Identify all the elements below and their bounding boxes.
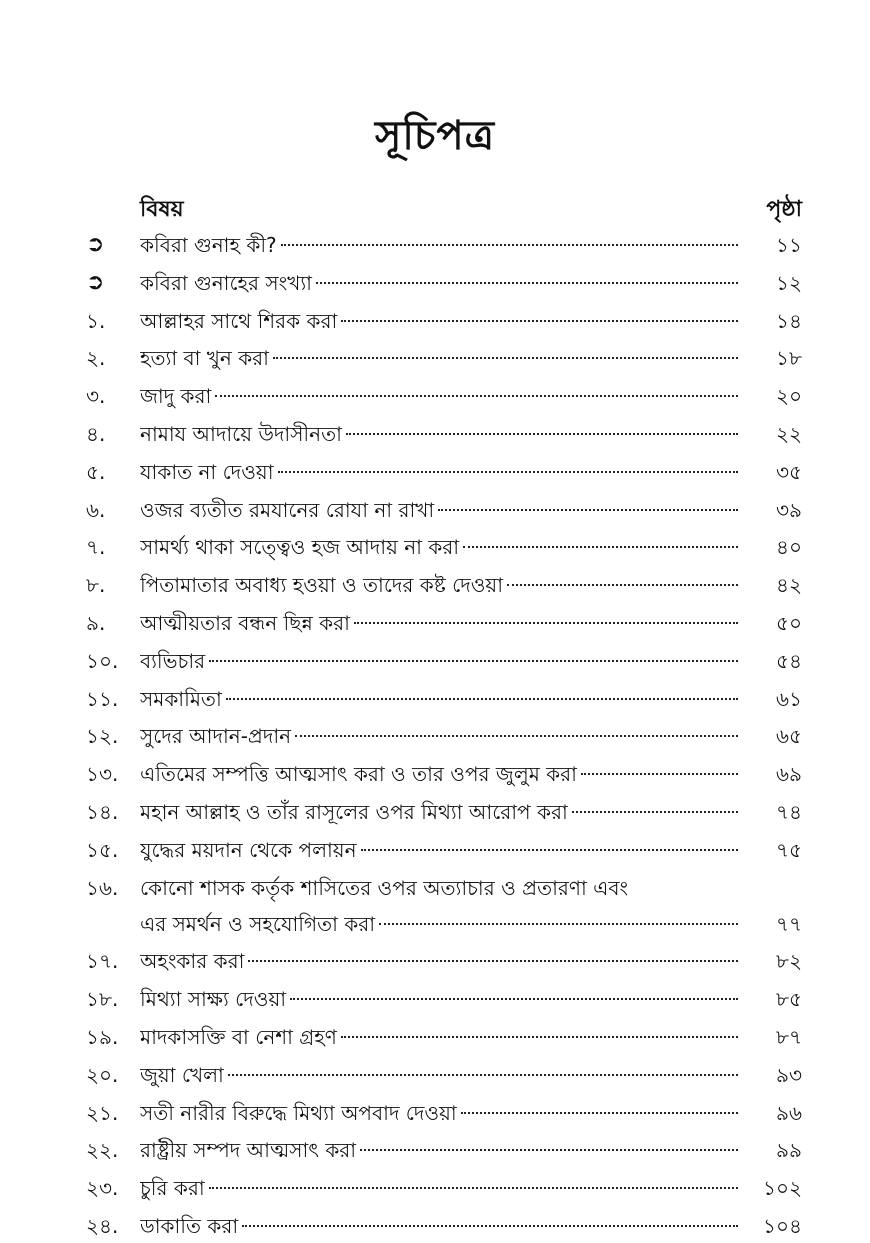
toc-entry-page: ৮২ (776, 949, 802, 974)
dot-leader (278, 471, 739, 473)
toc-entry (0, 1096, 870, 1130)
toc-entry-number: ২৪. (86, 1214, 119, 1238)
toc-entry-title (140, 644, 742, 678)
toc-entry-number: ১৪. (86, 800, 119, 824)
dot-leader (572, 811, 738, 813)
dot-leader (290, 998, 738, 1000)
dot-leader (341, 320, 738, 322)
toc-entry-page: ৬৫ (776, 724, 802, 749)
toc-entry (0, 982, 870, 1016)
toc-entry-title (140, 341, 742, 375)
toc-entry (0, 417, 870, 451)
page-title: সূচিপত্র (375, 113, 495, 159)
toc-entry-number: ১০. (86, 648, 119, 673)
toc-entry-title (140, 1133, 742, 1167)
toc-entry-title (140, 795, 742, 829)
toc-entry-text: মহান আল্লাহ ও তাঁর রাসূলের ওপর মিথ্যা আরোপ করা (140, 800, 568, 824)
toc-entry-page: ১৮ (776, 346, 802, 371)
toc-entry-number: ২০. (86, 1062, 119, 1087)
dot-leader (295, 735, 738, 737)
toc-entry-text: সমকামিতা (140, 686, 222, 711)
toc-entry (0, 1171, 870, 1205)
dot-leader (281, 244, 738, 246)
toc-entry-number: ১৮. (86, 987, 119, 1012)
toc-entry (0, 833, 870, 867)
toc-entry-number: ২. (86, 346, 106, 371)
toc-entry-title (140, 682, 742, 716)
toc-entry (0, 1133, 870, 1167)
toc-entry-page: ২০ (775, 384, 802, 409)
arrow-bullet-icon: ➲ (86, 232, 105, 257)
dot-leader (438, 509, 738, 511)
toc-entry-page: ৯৬ (776, 1100, 802, 1125)
dot-leader (242, 1225, 738, 1227)
toc-entry (0, 455, 870, 489)
dot-leader (215, 395, 738, 397)
dot-leader (354, 622, 738, 624)
arrow-bullet-icon: ➲ (86, 269, 105, 295)
toc-entry-page: ৪০ (776, 535, 802, 560)
toc-entry-number: ১৬. (86, 875, 119, 900)
toc-entry (0, 644, 870, 678)
toc-entry-text: ডাকাতি করা (140, 1214, 239, 1238)
toc-entry-title (140, 1171, 742, 1205)
toc-entry-text: সতী নারীর বিরুদ্ধে মিথ্যা অপবাদ দেওয়া (140, 1100, 457, 1125)
toc-entry-number: ৬. (86, 497, 106, 522)
toc-entry-text: ওজর ব্যতীত রমযানের রোযা না রাখা (140, 497, 435, 522)
toc-entry (0, 757, 870, 791)
toc-entry-number: ২২. (86, 1138, 119, 1163)
toc-entry-page: ৭৪ (776, 800, 802, 824)
toc-entry-text: আত্মীয়তার বন্ধন ছিন্ন করা (140, 611, 350, 635)
toc-entry-number: ৫. (86, 459, 106, 484)
toc-entry-number: ১৭. (86, 949, 119, 974)
toc-entry-page: ৮৭ (776, 1025, 802, 1049)
toc-entry (0, 493, 870, 527)
toc-entry-text: মিথ্যা সাক্ষ্য দেওয়া (140, 987, 287, 1012)
toc-entry (0, 606, 870, 640)
dot-leader (360, 1149, 738, 1151)
toc-entry-number: ৩. (86, 384, 106, 409)
toc-entry-title (140, 1020, 742, 1054)
toc-entry-number: ১৫. (86, 837, 119, 862)
subject-column-header: বিষয় (140, 197, 184, 222)
dot-leader (346, 433, 738, 435)
dot-leader (379, 923, 738, 925)
toc-entry-title (140, 455, 742, 489)
toc-entry-text: সামর্থ্য থাকা সত্ত্বেও হজ আদায় না করা (140, 535, 460, 560)
toc-entry (0, 944, 870, 978)
toc-entry (0, 266, 870, 300)
toc-entry-title (140, 982, 742, 1016)
toc-entry-page: ১২ (776, 270, 802, 295)
dot-leader (341, 1036, 738, 1038)
toc-entry-number: ৪. (86, 422, 106, 446)
toc-entry (0, 228, 870, 262)
toc-entry-text: চুরি করা (140, 1176, 205, 1201)
toc-entry-text: কবিরা গুনাহ কী? (140, 233, 277, 257)
toc-entry-title (140, 719, 742, 753)
toc-entry (0, 871, 870, 941)
toc-entry-page: ৬৯ (776, 762, 802, 787)
dot-leader (273, 357, 738, 359)
toc-entry-page: ৭৭ (775, 911, 802, 936)
toc-entry (0, 568, 870, 602)
toc-entry (0, 719, 870, 753)
toc-entry-page: ১৪ (776, 308, 802, 333)
toc-entry-title (140, 493, 742, 527)
dot-leader (507, 584, 738, 586)
toc-entry-page: ২২ (775, 422, 802, 446)
dot-leader (316, 282, 738, 284)
toc-entry-title (140, 568, 742, 602)
toc-entry-text: যুদ্ধের ময়দান থেকে পলায়ন (140, 837, 357, 862)
dot-leader (248, 960, 738, 962)
dot-leader (209, 660, 738, 662)
dot-leader (228, 1074, 738, 1076)
toc-entry-title (140, 907, 742, 941)
dot-leader (461, 1112, 738, 1114)
toc-entry-page: ৫৪ (776, 648, 802, 673)
toc-entry-page: ১০২ (763, 1176, 802, 1201)
toc-entry-text: এতিমের সম্পত্তি আত্মসাৎ করা ও তার ওপর জুলুম করা (140, 762, 577, 787)
toc-entry-page: ৯৩ (776, 1062, 802, 1087)
toc-entry-number: ১৯. (86, 1025, 119, 1049)
toc-entry-text: জাদু করা (140, 384, 212, 409)
toc-entry-text: রাষ্ট্রীয় সম্পদ আত্মসাৎ করা (140, 1138, 357, 1163)
page-column-header: পৃষ্ঠা (766, 197, 802, 222)
toc-entry-text: এর সমর্থন ও সহযোগিতা করা (140, 911, 376, 936)
toc-entry (0, 1020, 870, 1054)
toc-entry-title (140, 379, 742, 413)
toc-entry-page: ১১ (776, 233, 802, 257)
toc-header (0, 192, 870, 222)
toc-entry-number: ৯. (86, 611, 106, 635)
toc-entry-title (140, 417, 742, 451)
toc-entry-text: যাকাত না দেওয়া (140, 459, 274, 484)
toc-entry-text: জুয়া খেলা (140, 1062, 224, 1087)
toc-entry (0, 795, 870, 829)
toc-entry-number: ১২. (86, 724, 119, 749)
toc-entry-page: ৮৫ (776, 987, 802, 1012)
toc-entry-page: ৪২ (776, 573, 802, 598)
toc-entry-text: মাদকাসক্তি বা নেশা গ্রহণ (140, 1025, 337, 1049)
toc-entry-text: হত্যা বা খুন করা (140, 346, 269, 371)
toc-entry-title (140, 266, 742, 300)
dot-leader (226, 698, 738, 700)
toc-entry-title (140, 833, 742, 867)
toc-entry-title (140, 1058, 742, 1092)
toc-entry-title (140, 1096, 742, 1130)
toc-entry (0, 682, 870, 716)
toc-entry-page: ১০৪ (763, 1214, 802, 1238)
toc-entry-page: ৫০ (776, 611, 802, 635)
toc-entry-number: ২১. (86, 1100, 119, 1125)
toc-entry-title (140, 1209, 742, 1243)
dot-leader (581, 773, 738, 775)
toc-entry (0, 379, 870, 413)
toc-entry-title (140, 228, 742, 262)
toc-entry (0, 304, 870, 338)
toc-entry-title (140, 944, 742, 978)
toc-entry-text: নামায আদায়ে উদাসীনতা (140, 422, 342, 446)
toc-entry-number: ৮. (86, 573, 106, 598)
toc-entry-text: সুদের আদান-প্রদান (140, 724, 292, 749)
toc-entry-title (140, 606, 742, 640)
dot-leader (361, 849, 738, 851)
toc-entry-text: পিতামাতার অবাধ্য হওয়া ও তাদের কষ্ট দেওয়া (140, 573, 504, 598)
toc-entry-number: ২৩. (86, 1176, 119, 1201)
toc-entry-number: ৭. (86, 535, 106, 560)
toc-entry-page: ৭৫ (776, 837, 802, 862)
toc-entry (0, 1058, 870, 1092)
toc-entry-text-line1: কোনো শাসক কর্তৃক শাসিতের ওপর অত্যাচার ও প্রতারণা এবং (140, 875, 629, 900)
toc-entry-title (140, 757, 742, 791)
dot-leader (209, 1187, 738, 1189)
toc-entry-page: ৩৫ (776, 459, 802, 484)
toc-entry-title (140, 530, 742, 564)
toc-entry-text: আল্লাহর সাথে শিরক করা (140, 308, 338, 333)
dot-leader (463, 546, 738, 548)
toc-entry (0, 530, 870, 564)
toc-entry-title (140, 304, 742, 338)
toc-entry-number: ১৩. (86, 762, 119, 787)
toc-entry-number: ১১. (86, 686, 119, 711)
toc-entry-page: ৩৯ (776, 497, 802, 522)
toc-entry-text: কবিরা গুনাহের সংখ্যা (140, 270, 312, 295)
toc-entry (0, 1209, 870, 1243)
toc-entry-page: ৯৯ (776, 1138, 802, 1163)
toc-entry-number: ১. (86, 308, 106, 333)
toc-entry (0, 341, 870, 375)
toc-entry-text: অহংকার করা (140, 949, 245, 974)
toc-entry-page: ৬১ (776, 686, 802, 711)
toc-entry-text: ব্যভিচার (140, 648, 206, 673)
